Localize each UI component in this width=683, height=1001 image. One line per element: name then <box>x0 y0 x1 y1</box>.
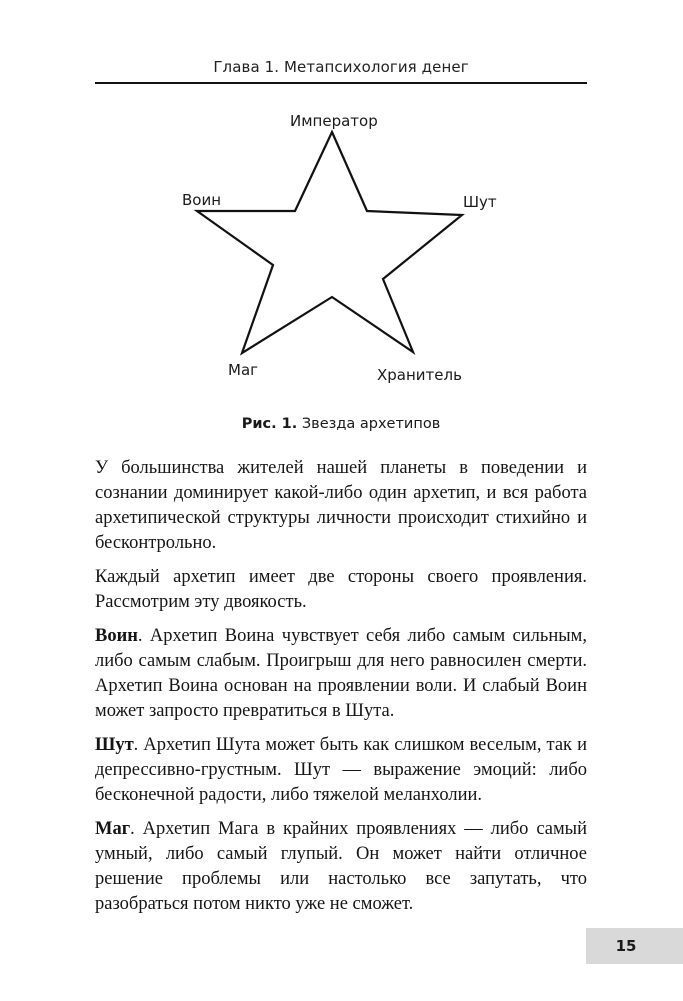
running-head: Глава 1. Метапсихология денег <box>213 58 469 76</box>
paragraph <box>95 456 587 556</box>
paragraph-lead-term: Маг <box>95 819 131 839</box>
paragraph-text: Каждый архетип имеет две стороны своего проявления. Рассмотрим эту двоякость. <box>95 567 587 612</box>
archetype-star-figure <box>0 95 683 395</box>
paragraph <box>95 624 587 724</box>
paragraph-text: . Архетип Шута может быть как слишком веселым, так и депрессивно-грустным. Шут — выражение эмоций: либо бесконечной радости, либо тяжелой меланхолии. <box>95 735 587 805</box>
label-jester: Шут <box>463 193 497 211</box>
paragraph <box>95 817 587 917</box>
star-diagram <box>0 95 683 395</box>
page-number-tab <box>586 928 683 964</box>
label-emperor: Император <box>290 112 378 130</box>
paragraph <box>95 565 587 615</box>
label-keeper: Хранитель <box>377 366 462 384</box>
caption-text: Звезда архетипов <box>297 416 441 432</box>
paragraph-text: . Архетип Воина чувствует себя либо самым сильным, либо самым слабым. Проигрыш для него равносилен смерти. Архетип Воина основан на проявлении воли. И слабый Воин может запросто превратиться в Шута. <box>95 626 587 721</box>
figure-caption <box>95 416 587 432</box>
header-rule <box>95 82 587 84</box>
caption-prefix: Рис. 1. <box>241 416 298 432</box>
star-shape <box>197 132 462 353</box>
paragraph-lead-term: Воин <box>95 626 138 646</box>
paragraph-lead-term: Шут <box>95 735 134 755</box>
label-magician: Маг <box>228 361 259 379</box>
page-number: 15 <box>615 937 637 955</box>
paragraph-text: . Архетип Мага в крайних проявлениях — либо самый умный, либо самый глупый. Он может найти отличное решение проблемы или настолько все запутать, что разобраться потом никто уже не сможет. <box>95 819 587 914</box>
paragraph <box>95 733 587 808</box>
paragraph-text: У большинства жителей нашей планеты в поведении и сознании доминирует какой-либо один архетип, и вся работа архетипической структуры личности происходит стихийно и бесконтрольно. <box>95 458 587 553</box>
body-text <box>95 456 587 926</box>
label-warrior: Воин <box>182 191 222 209</box>
